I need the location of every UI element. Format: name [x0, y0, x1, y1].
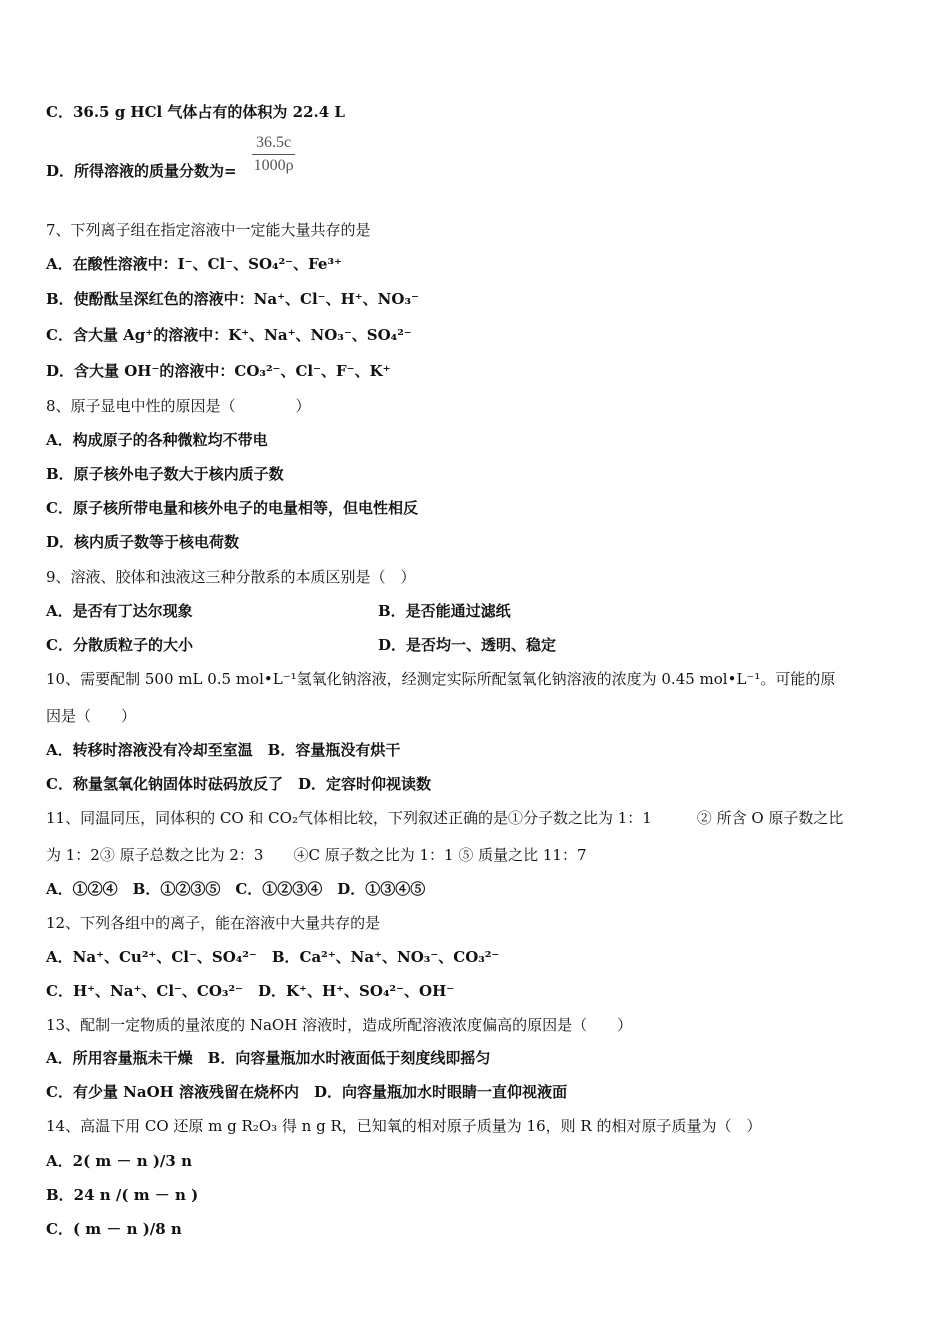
q7-option-d: D．含大量 OH⁻的溶液中：CO₃²⁻、Cl⁻、F⁻、K⁺ — [46, 362, 391, 380]
q12-options-ab: A．Na⁺、Cu²⁺、Cl⁻、SO₄²⁻ B．Ca²⁺、Na⁺、NO₃⁻、CO₃²⁻ — [46, 948, 500, 966]
q10-stem-line1: 10、需要配制 500 mL 0.5 mol•L⁻¹氢氧化钠溶液，经测定实际所配氢氧化钠溶液的浓度为 0.45 mol•L⁻¹。可能的原 — [46, 670, 836, 688]
q9-option-a: A．是否有丁达尔现象 — [46, 602, 193, 620]
q13-options-ab: A．所用容量瓶未干燥 B．向容量瓶加水时液面低于刻度线即摇匀 — [46, 1049, 491, 1067]
q14-option-b: B．24 n /( m － n ) — [46, 1186, 199, 1204]
q10-options-cd: C．称量氢氧化钠固体时砝码放反了 D．定容时仰视读数 — [46, 775, 431, 793]
q14-option-c: C．( m － n )/8 n — [46, 1220, 182, 1238]
q8-option-c: C．原子核所带电量和核外电子的电量相等，但电性相反 — [46, 499, 418, 517]
q12-stem: 12、下列各组中的离子，能在溶液中大量共存的是 — [46, 914, 381, 932]
q8-option-a: A．构成原子的各种微粒均不带电 — [46, 431, 268, 449]
q8-option-d: D．核内质子数等于核电荷数 — [46, 533, 240, 551]
q6-option-d: D．所得溶液的质量分数为= — [46, 162, 237, 180]
q9-option-b: B．是否能通过滤纸 — [378, 602, 511, 620]
q6-fraction — [252, 134, 295, 175]
q8-option-b: B．原子核外电子数大于核内质子数 — [46, 465, 284, 483]
q11-options: A．①②④ B．①②③⑤ C．①②③④ D．①③④⑤ — [46, 880, 426, 898]
q9-option-c: C．分散质粒子的大小 — [46, 636, 193, 654]
q6-option-c: C．36.5 g HCl 气体占有的体积为 22.4 L — [46, 103, 345, 121]
q14-stem: 14、高温下用 CO 还原 m g R₂O₃ 得 n g R，已知氧的相对原子质量为 16，则 R 的相对原子质量为（ ） — [46, 1117, 762, 1135]
q7-option-c: C．含大量 Ag⁺的溶液中：K⁺、Na⁺、NO₃⁻、SO₄²⁻ — [46, 326, 412, 344]
q9-option-d: D．是否均一、透明、稳定 — [378, 636, 557, 654]
fraction-numerator: 36.5c — [252, 134, 295, 155]
fraction-denominator: 1000ρ — [253, 157, 294, 174]
q13-stem: 13、配制一定物质的量浓度的 NaOH 溶液时，造成所配溶液浓度偏高的原因是（ ） — [46, 1016, 633, 1034]
q7-option-a: A．在酸性溶液中：I⁻、Cl⁻、SO₄²⁻、Fe³⁺ — [46, 255, 342, 273]
q10-stem-line2: 因是（ ） — [46, 707, 137, 725]
q10-options-ab: A．转移时溶液没有冷却至室温 B．容量瓶没有烘干 — [46, 741, 401, 759]
q7-stem: 7、下列离子组在指定溶液中一定能大量共存的是 — [46, 221, 371, 239]
q7-option-b: B．使酚酞呈深红色的溶液中：Na⁺、Cl⁻、H⁺、NO₃⁻ — [46, 290, 419, 308]
q14-option-a: A．2( m － n )/3 n — [46, 1152, 192, 1170]
q13-options-cd: C．有少量 NaOH 溶液残留在烧杯内 D．向容量瓶加水时眼睛一直仰视液面 — [46, 1083, 568, 1101]
q11-stem-line1: 11、同温同压，同体积的 CO 和 CO₂气体相比较，下列叙述正确的是①分子数之比为 1：1 ② 所含 O 原子数之比 — [46, 809, 844, 827]
q12-options-cd: C．H⁺、Na⁺、Cl⁻、CO₃²⁻ D．K⁺、H⁺、SO₄²⁻、OH⁻ — [46, 982, 455, 1000]
q8-stem: 8、原子显电中性的原因是（ ） — [46, 397, 311, 415]
q9-stem: 9、溶液、胶体和浊液这三种分散系的本质区别是（ ） — [46, 568, 416, 586]
q11-stem-line2: 为 1：2③ 原子总数之比为 2：3 ④C 原子数之比为 1：1 ⑤ 质量之比 11：7 — [46, 846, 587, 864]
